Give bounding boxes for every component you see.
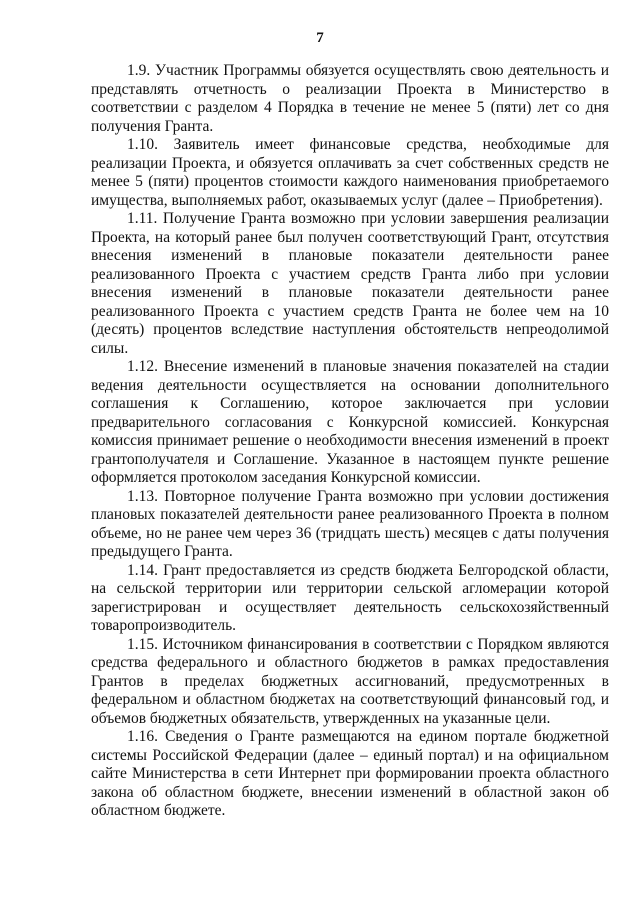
document-body: [91, 62, 609, 821]
paragraph-1-11: 1.11. Получение Гранта возможно при условии завершения реализации Проекта, на который ранее был получен соответствующий Грант, отсутствия внесения изменений в плановые показатели деятельности ранее реализованного Проекта с участием средств Гранта либо при условии внесения изменений в плановые показатели деятельности ранее реализованного Проекта с участием средств Гранта не более чем на 10 (десять) процентов вследствие наступления обстоятельств непреодолимой силы.: [91, 210, 609, 357]
paragraph-1-10: 1.10. Заявитель имеет финансовые средства, необходимые для реализации Проекта, и обязуется оплачивать за счет собственных средств не менее 5 (пяти) процентов стоимости каждого наименования приобретаемого имущества, выполняемых работ, оказываемых услуг (далее – Приобретения).: [91, 136, 609, 209]
page-number: 7: [316, 30, 324, 46]
paragraph-1-15: 1.15. Источником финансирования в соответствии с Порядком являются средства федерального и областного бюджетов в рамках предоставления Грантов в пределах бюджетных ассигнований, предусмотренных в федеральном и областном бюджетах на соответствующий финансовый год, и объемов бюджетных обязательств, утвержденных на указанные цели.: [91, 635, 609, 727]
paragraph-1-12: 1.12. Внесение изменений в плановые значения показателей на стадии ведения деятельности осуществляется на основании дополнительного соглашения к Соглашению, которое заключается при условии предварительного согласования с Конкурсной комиссией. Конкурсная комиссия принимает решение о необходимости внесения изменений в проект грантополучателя и Соглашение. Указанное в настоящем пункте решение оформляется протоколом заседания Конкурсной комиссии.: [91, 358, 609, 486]
paragraph-1-16: 1.16. Сведения о Гранте размещаются на едином портале бюджетной системы Российской Федерации (далее – единый портал) и на официальном сайте Министерства в сети Интернет при формировании проекта областного закона об областном бюджете, внесении изменений в областной закон об областном бюджете.: [91, 728, 609, 819]
paragraph-1-14: 1.14. Грант предоставляется из средств бюджета Белгородской области, на сельской территории или территории сельской агломерации которой зарегистрирован и осуществляет деятельность сельскохозяйственный товаропроизводитель.: [91, 561, 609, 634]
paragraph-1-13: 1.13. Повторное получение Гранта возможно при условии достижения плановых показателей деятельности ранее реализованного Проекта в полном объеме, но не ранее чем через 36 (тридцать шесть) месяцев с даты получения предыдущего Гранта.: [91, 487, 609, 560]
paragraph-1-9: 1.9. Участник Программы обязуется осуществлять свою деятельность и представлять отчетность о реализации Проекта в Министерство в соответствии с разделом 4 Порядка в течение не менее 5 (пяти) лет со дня получения Гранта.: [91, 62, 609, 135]
